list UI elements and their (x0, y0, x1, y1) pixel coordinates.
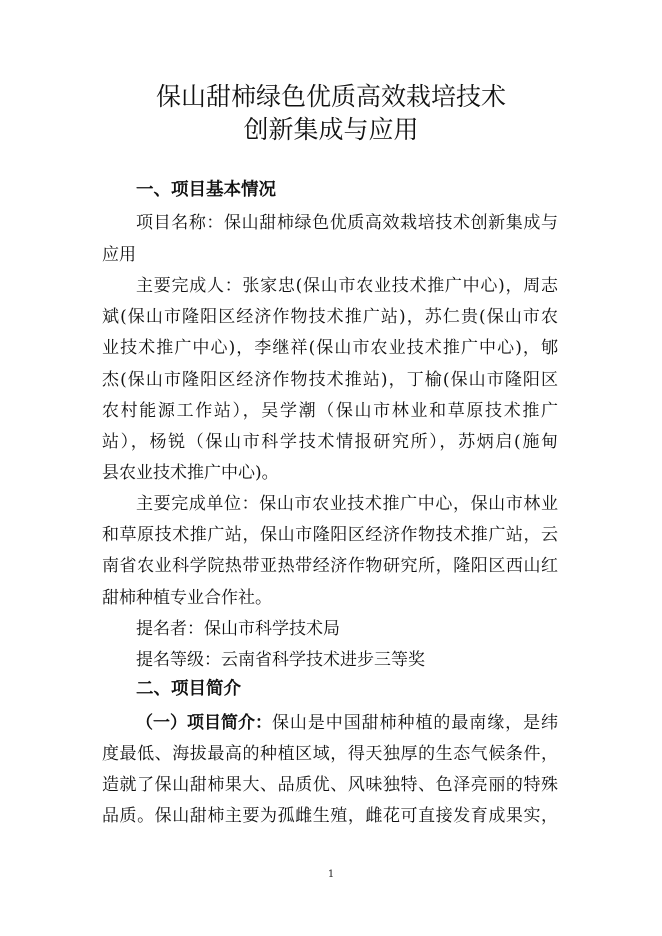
paragraph-line: 度最低、海拔最高的种植区域，得天独厚的生态气候条件， (102, 744, 558, 764)
nomination-level-line: 提名等级：云南省科学技术进步三等奖 (136, 650, 425, 670)
paragraph-line: 主要完成单位：保山市农业技术推广中心，保山市林业 (136, 494, 558, 514)
page-number: 1 (327, 869, 335, 880)
document-title-line-1: 保山甜柿绿色优质高效栽培技术 (155, 82, 506, 111)
paragraph-line: 甜柿种植专业合作社。 (102, 588, 272, 608)
paragraph-line: 杰(保山市隆阳区经济作物技术推站)，丁榆(保山市隆阳区 (102, 370, 558, 390)
section-heading-basic-info: 一、项目基本情况 (136, 180, 276, 200)
section-heading-project-intro: 二、项目简介 (136, 679, 241, 699)
subsection-heading: （一）项目简介： (136, 713, 272, 733)
paragraph-line: 业技术推广中心)，李继祥(保山市农业技术推广中心)，郇 (102, 338, 558, 358)
paragraph-line: 县农业技术推广中心)。 (102, 463, 279, 483)
paragraph-line: 农村能源工作站），吴学潮（保山市林业和草原技术推广 (102, 401, 558, 421)
paragraph-line: 应用 (102, 245, 136, 265)
paragraph-line: 保山是中国甜柿种植的最南缘，是纬 (272, 713, 558, 733)
paragraph-line: 斌(保山市隆阳区经济作物技术推广站)，苏仁贵(保山市农 (102, 307, 558, 327)
paragraph-line: 南省农业科学院热带亚热带经济作物研究所，隆阳区西山红 (102, 556, 558, 576)
paragraph-line: 造就了保山甜柿果大、品质优、风味独特、色泽亮丽的特殊 (102, 775, 558, 795)
nominator-line: 提名者：保山市科学技术局 (136, 619, 340, 639)
document-title-line-2: 创新集成与应用 (243, 115, 419, 144)
paragraph-line: 品质。保山甜柿主要为孤雌生殖，雌花可直接发育成果实， (102, 806, 558, 826)
paragraph-line: 项目名称：保山甜柿绿色优质高效栽培技术创新集成与 (136, 213, 558, 233)
paragraph-line: 站），杨锐（保山市科学技术情报研究所），苏炳启(施甸 (102, 432, 558, 452)
paragraph-line: 主要完成人：张家忠(保山市农业技术推广中心)，周志 (136, 276, 558, 296)
intro-first-line (136, 711, 558, 735)
paragraph-line: 和草原技术推广站，保山市隆阳区经济作物技术推广站，云 (102, 525, 558, 545)
